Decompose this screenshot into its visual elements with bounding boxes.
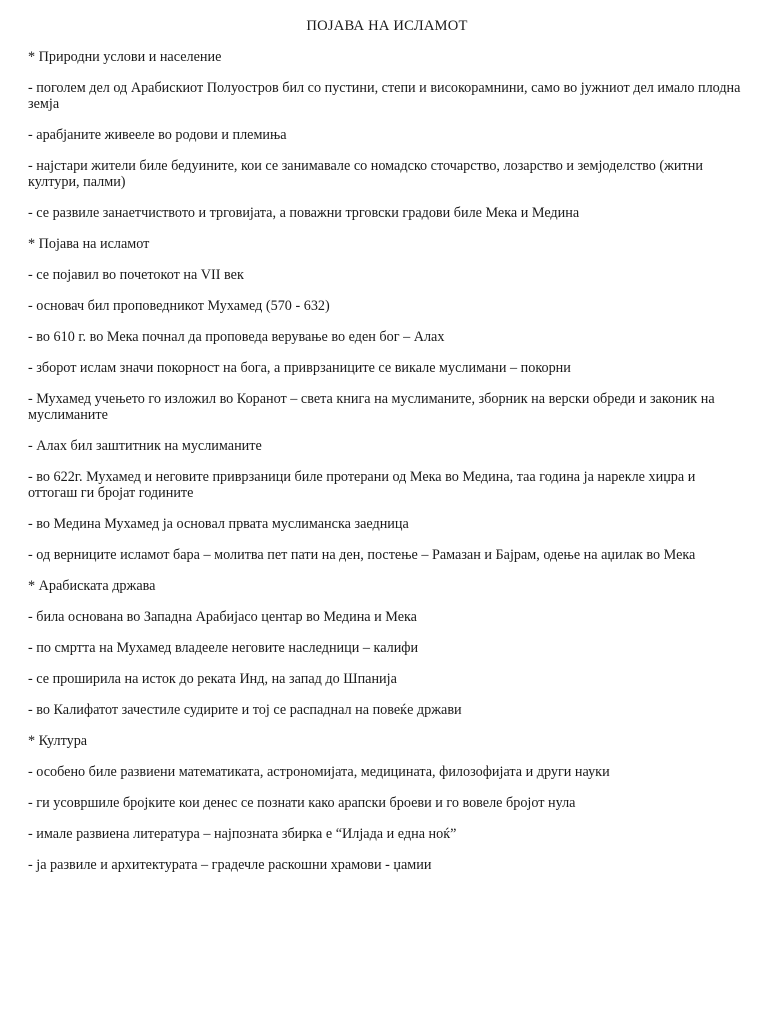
paragraph: - по смртта на Мухамед владееле неговите наследници – калифи: [28, 640, 419, 656]
paragraph: - особено биле развиени математиката, астрономијата, медицината, филозофијата и други науки: [28, 764, 610, 780]
paragraph: - најстари жители биле бедуините, кои се занимавале со номадско сточарство, лозарство и земјоделство (житни култури, палми): [28, 158, 703, 190]
paragraph: - основач бил проповедникот Мухамед (570 - 632): [28, 298, 330, 314]
section-heading-emergence-of-islam: * Појава на исламот: [28, 236, 150, 252]
paragraph: - од верниците исламот бара – молитва пет пати на ден, постење – Рамазан и Бајрам, одење на аџилак во Мека: [28, 547, 696, 563]
paragraph: - во Калифатот зачестиле судирите и тој се распаднал на повеќе држави: [28, 702, 462, 718]
paragraph: - Мухамед учењето го изложил во Коранот – света книга на муслиманите, зборник на верски обреди и законик на муслиманите: [28, 391, 715, 423]
paragraph: - била основана во Западна Арабијасо центар во Медина и Мека: [28, 609, 417, 625]
section-heading-culture: * Култура: [28, 733, 88, 749]
paragraph: - ја развиле и архитектурата – градечле раскошни храмови - џамии: [28, 857, 432, 873]
paragraph: - се појавил во почетокот на VII век: [28, 267, 244, 283]
section-heading-natural-conditions: * Природни услови и население: [28, 49, 222, 65]
document-title: ПОЈАВА НА ИСЛАМОТ: [306, 18, 468, 34]
paragraph: - во 622г. Мухамед и неговите приврзаници биле протерани од Мека во Медина, таа година ја нарекле хиџра и оттогаш ги бројат годините: [28, 469, 696, 501]
paragraph: - во 610 г. во Мека почнал да проповеда верување во еден бог – Алах: [28, 329, 445, 345]
paragraph: - имале развиена литература – најпозната збирка е “Илјада и една ноќ”: [28, 826, 457, 842]
paragraph: - се развиле занаетчиството и трговијата, а поважни трговски градови биле Мека и Медина: [28, 205, 580, 221]
paragraph: - ги усовршиле бројките кои денес се познати како арапски броеви и го вовеле бројот нула: [28, 795, 576, 811]
paragraph: - зборот ислам значи покорност на бога, а приврзаниците се викале муслимани – покорни: [28, 360, 571, 376]
paragraph: - во Медина Мухамед ја основал првата муслиманска заедница: [28, 516, 409, 532]
paragraph: - Алах бил заштитник на муслиманите: [28, 438, 262, 454]
paragraph: - поголем дел од Арабискиот Полуостров бил со пустини, степи и високорамнини, само во јужниот дел имало плодна земја: [28, 80, 741, 112]
document-body: [28, 49, 748, 888]
section-heading-arab-state: * Арабиската држава: [28, 578, 156, 594]
paragraph: - се проширила на исток до реката Инд, на запад до Шпанија: [28, 671, 397, 687]
paragraph: - арабјаните живееле во родови и племиња: [28, 127, 287, 143]
